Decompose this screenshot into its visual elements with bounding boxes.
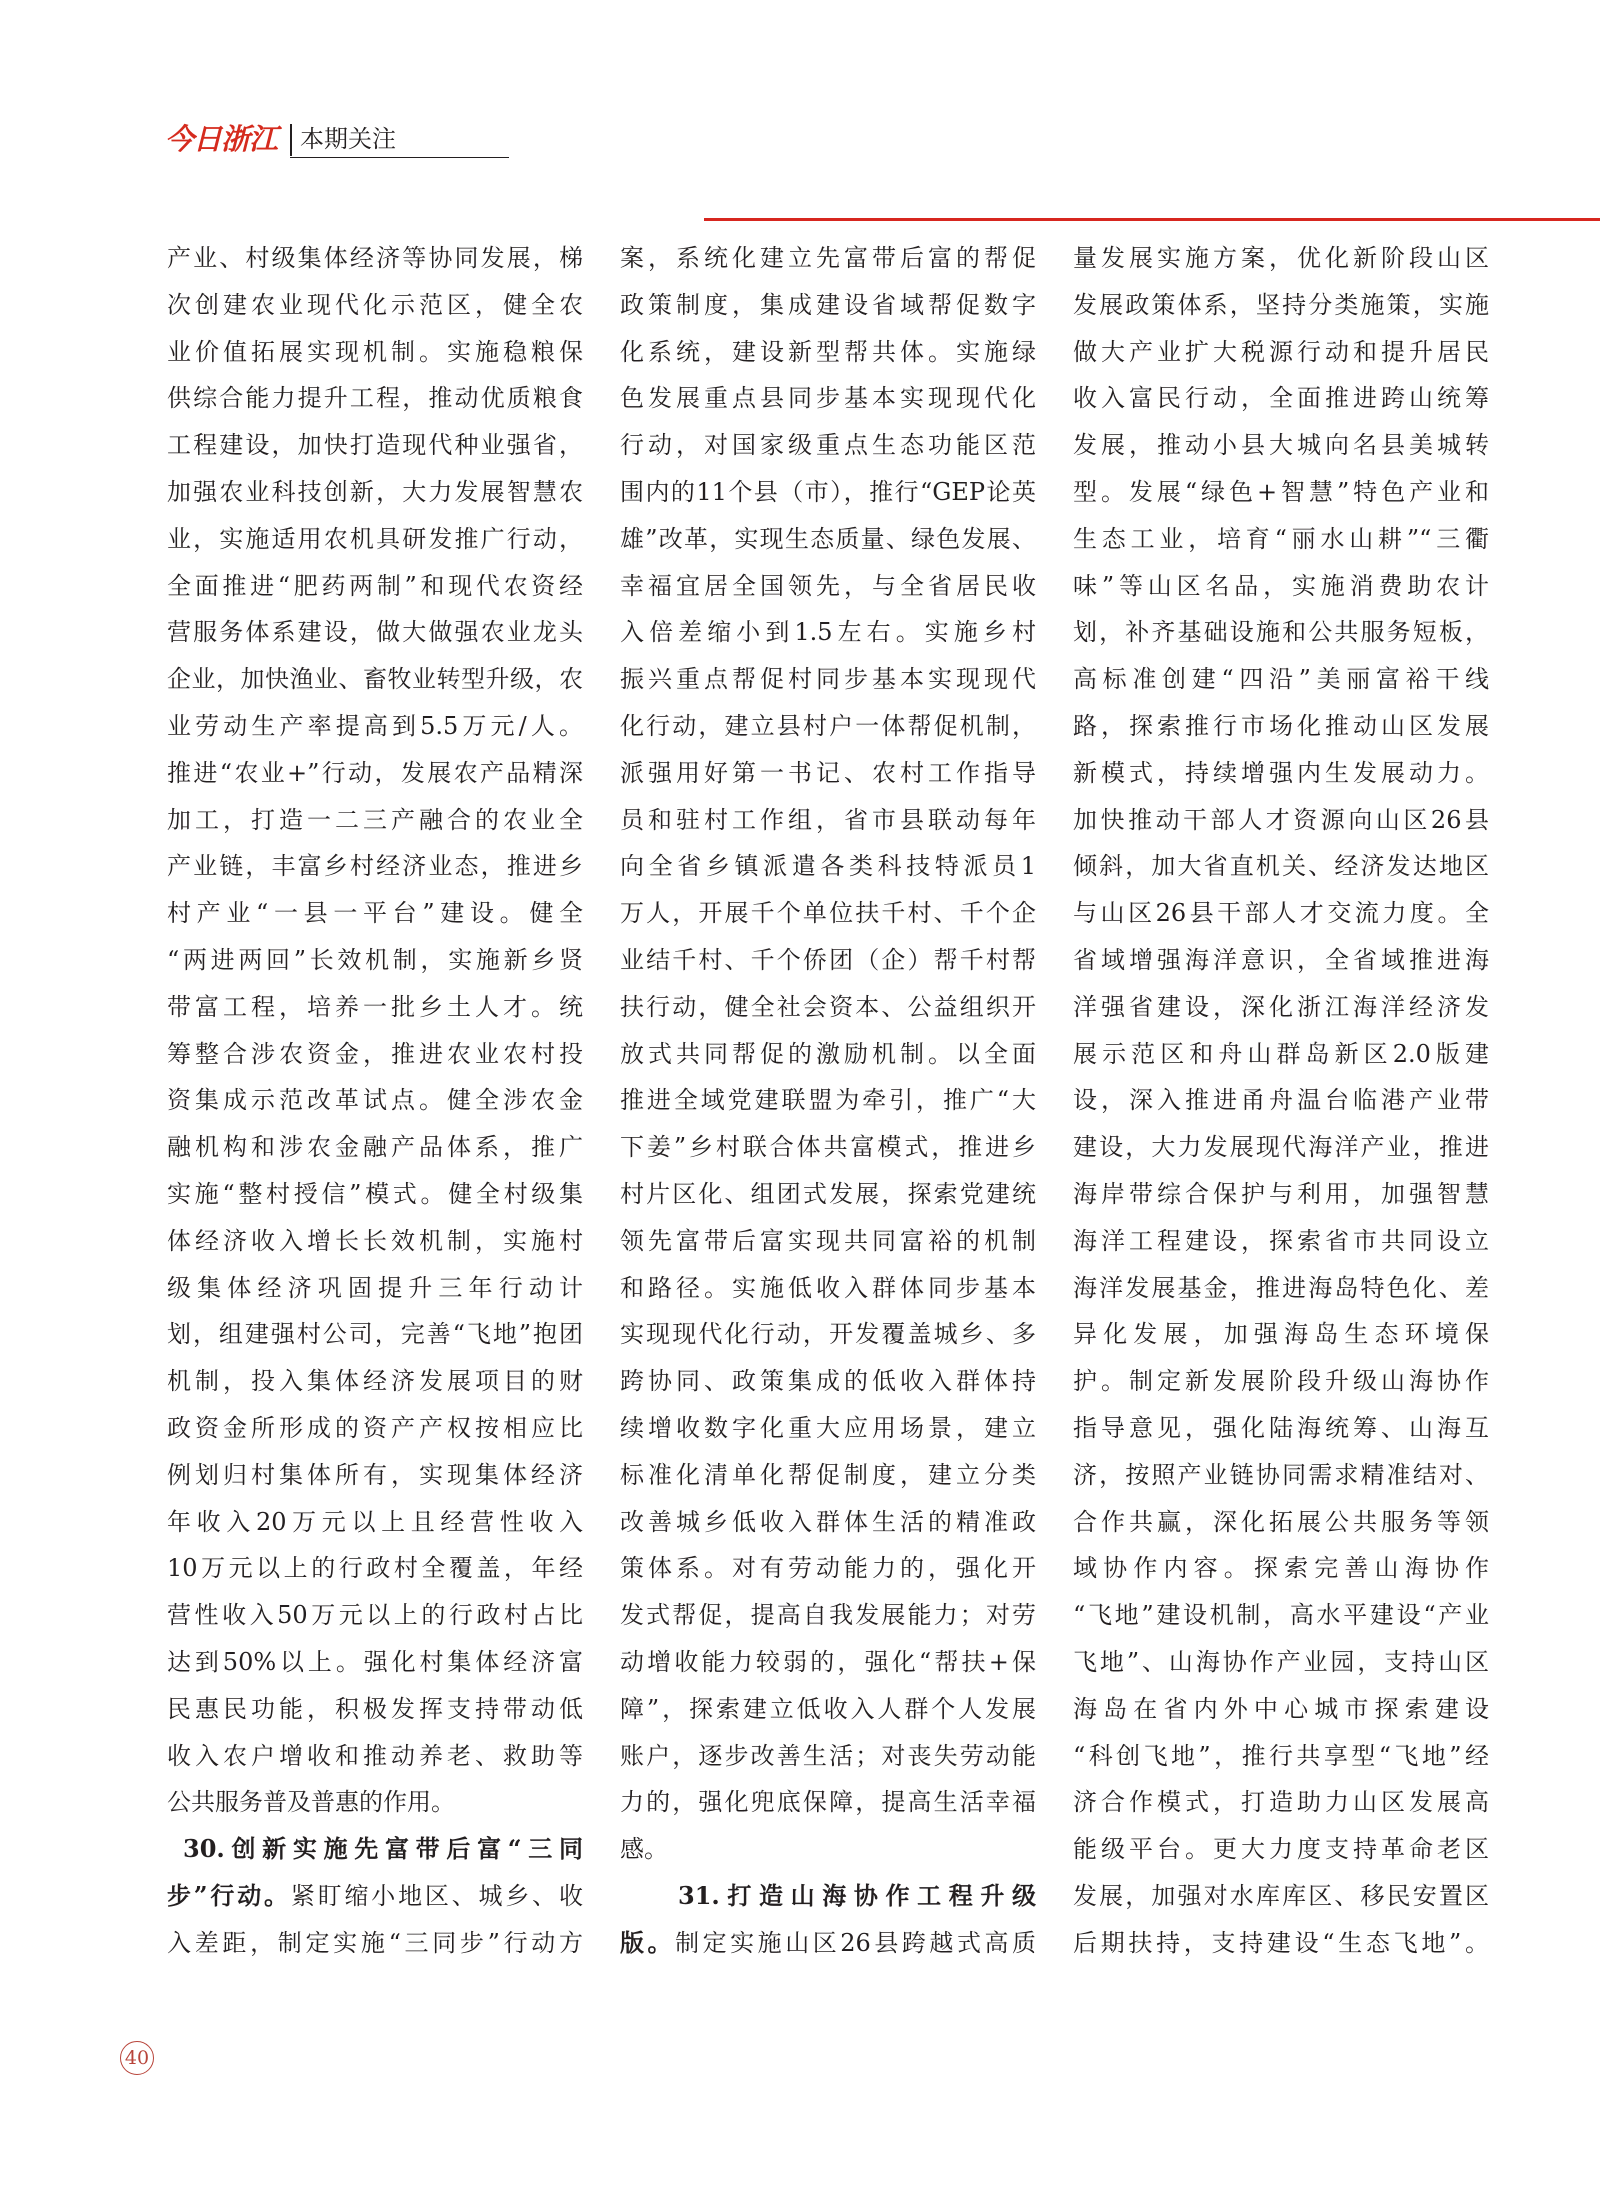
text-line: 雄”改革，实现生态质量、绿色发展、 (620, 524, 1036, 553)
text-line: 业结千村、千个侨团（企）帮千村帮 (620, 945, 1036, 974)
text-line: 下姜”乡村联合体共富模式，推进乡 (620, 1133, 1036, 1162)
text-line: 力的，强化兜底保障，提高生活幸福 (620, 1788, 1036, 1817)
text-line: 振兴重点帮促村同步基本实现现代 (620, 665, 1036, 694)
text-line: 业价值拓展实现机制。实施稳粮保 (167, 337, 583, 366)
text-line: 省域增强海洋意识，全省域推进海 (1073, 945, 1489, 974)
text-line: 年收入20万元以上且经营性收入 (167, 1507, 583, 1536)
text-line: 营服务体系建设，做大做强农业龙头 (167, 618, 583, 647)
text-line: 产业、村级集体经济等协同发展，梯 (167, 244, 583, 272)
text-line: 标准化清单化帮促制度，建立分类 (620, 1460, 1036, 1489)
text-line: 融机构和涉农金融产品体系，推广 (167, 1133, 583, 1162)
text-line: 实施“整村授信”模式。健全村级集 (167, 1179, 583, 1208)
text-line: 员和驻村工作组，省市县联动每年 (620, 805, 1036, 834)
text-line: 万人，开展千个单位扶千村、千个企 (620, 899, 1036, 928)
text-line: 次创建农业现代化示范区，健全农 (167, 290, 583, 319)
text-line: 改善城乡低收入群体生活的精准政 (620, 1507, 1036, 1536)
text-line: 倾斜，加大省直机关、经济发达地区 (1073, 852, 1489, 881)
text-line: 做大产业扩大税源行动和提升居民 (1073, 337, 1489, 366)
text-line: 指导意见，强化陆海统筹、山海互 (1073, 1413, 1489, 1442)
text-line: 化系统，建设新型帮共体。实施绿 (620, 337, 1036, 366)
header-underline (290, 157, 509, 158)
text-line: 例划归村集体所有，实现集体经济 (167, 1460, 583, 1489)
text-line: 入差距，制定实施“三同步”行动方 (167, 1928, 583, 1957)
heading-text: 步”行动。 (167, 1880, 291, 1910)
text-line: 资集成示范改革试点。健全涉农金 (167, 1086, 583, 1115)
text-line: 济，按照产业链协同需求精准结对、 (1073, 1460, 1489, 1489)
text-line: 收入农户增收和推动养老、救助等 (167, 1741, 583, 1770)
text-line: 村片区化、组团式发展，探索党建统 (620, 1179, 1036, 1208)
text-line: 加工，打造一二三产融合的农业全 (167, 805, 583, 834)
text-line: 异化发展，加强海岛生态环境保 (1073, 1320, 1489, 1349)
text-line: 产业链，丰富乡村经济业态，推进乡 (167, 852, 583, 881)
text-line: 合作共赢，深化拓展公共服务等领 (1073, 1507, 1489, 1536)
text-line: 扶行动，健全社会资本、公益组织开 (620, 992, 1036, 1021)
magazine-logo: 今日浙江 (165, 122, 278, 156)
text-line: 设，深入推进甬舟温台临港产业带 (1073, 1086, 1489, 1115)
text-line (620, 1920, 1036, 1967)
text-line: 加强农业科技创新，大力发展智慧农 (167, 477, 583, 506)
text-column-1 (167, 235, 583, 1966)
text-line: 业，实施适用农机具研发推广行动， (167, 524, 583, 553)
text-line: 达到50%以上。强化村集体经济富 (167, 1647, 583, 1676)
text-line: 推进“农业+”行动，发展农产品精深 (167, 758, 583, 787)
text-line: 推进全域党建联盟为牵引，推广“大 (620, 1086, 1036, 1115)
text-line: 域协作内容。探索完善山海协作 (1073, 1554, 1489, 1583)
text-line: 海洋工程建设，探索省市共同设立 (1073, 1226, 1489, 1255)
text-column-2 (620, 235, 1036, 1966)
page-number: 40 (120, 2041, 154, 2075)
text-line: 护。制定新发展阶段升级山海协作 (1073, 1367, 1489, 1396)
text-line: 新模式，持续增强内生发展动力。 (1073, 758, 1489, 787)
body-text: 紧盯缩小地区、城乡、收 (290, 1881, 583, 1910)
text-line: 发式帮促，提高自我发展能力；对劳 (620, 1601, 1036, 1630)
text-line: 公共服务普及普惠的作用。 (167, 1788, 455, 1817)
text-line: 10万元以上的行政村全覆盖，年经 (167, 1554, 583, 1583)
text-line: 海岸带综合保护与利用，加强智慧 (1073, 1179, 1489, 1208)
text-line: 领先富带后富实现共同富裕的机制 (620, 1226, 1036, 1255)
text-line: 发展，加强对水库库区、移民安置区 (1073, 1881, 1489, 1910)
text-line: 级集体经济巩固提升三年行动计 (167, 1273, 583, 1302)
text-line: 机制，投入集体经济发展项目的财 (167, 1367, 583, 1396)
text-line: 围内的11个县（市），推行“GEP论英 (620, 477, 1036, 506)
text-line: 能级平台。更大力度支持革命老区 (1073, 1835, 1489, 1864)
text-line: 济合作模式，打造助力山区发展高 (1073, 1788, 1489, 1817)
text-line: 洋强省建设，深化浙江海洋经济发 (1073, 992, 1489, 1021)
text-line: “两进两回”长效机制，实施新乡贤 (167, 945, 583, 974)
section-title: 本期关注 (300, 125, 396, 153)
text-line: 政策制度，集成建设省域帮促数字 (620, 290, 1036, 319)
text-line: 后期扶持，支持建设“生态飞地”。 (1073, 1928, 1489, 1957)
top-red-rule (704, 218, 1600, 221)
text-line: 划，组建强村公司，完善“飞地”抱团 (167, 1320, 583, 1349)
text-line: 放式共同帮促的激励机制。以全面 (620, 1039, 1036, 1068)
text-line: “飞地”建设机制，高水平建设“产业 (1073, 1601, 1489, 1630)
text-line: 策体系。对有劳动能力的，强化开 (620, 1554, 1036, 1583)
text-line: 建设，大力发展现代海洋产业，推进 (1073, 1133, 1489, 1162)
text-line: 工程建设，加快打造现代种业强省， (167, 431, 583, 460)
text-line: 感。 (620, 1835, 668, 1864)
body-text: 制定实施山区26县跨越式高质 (675, 1928, 1036, 1957)
text-line: 生态工业，培育“丽水山耕”“三衢 (1073, 524, 1489, 553)
text-line: 色发展重点县同步基本实现现代化 (620, 384, 1036, 413)
text-line: 村产业“一县一平台”建设。健全 (167, 899, 583, 928)
text-line: 收入富民行动，全面推进跨山统筹 (1073, 384, 1489, 413)
text-line: 加快推动干部人才资源向山区26县 (1073, 805, 1489, 834)
text-line: 海洋发展基金，推进海岛特色化、差 (1073, 1273, 1489, 1302)
text-line: 实现现代化行动，开发覆盖城乡、多 (620, 1320, 1036, 1349)
text-line: 发展，推动小县大城向名县美城转 (1073, 431, 1489, 460)
text-line: 和路径。实施低收入群体同步基本 (620, 1273, 1036, 1302)
section-heading-line (620, 1873, 1036, 1920)
text-line: 案，系统化建立先富带后富的帮促 (620, 244, 1036, 272)
text-line: 行动，对国家级重点生态功能区范 (620, 431, 1036, 460)
text-line: 与山区26县干部人才交流力度。全 (1073, 899, 1489, 928)
text-line: 高标准创建“四沿”美丽富裕干线 (1073, 665, 1489, 694)
text-line: 发展政策体系，坚持分类施策，实施 (1073, 290, 1489, 319)
text-line: 带富工程，培养一批乡土人才。统 (167, 992, 583, 1021)
section-heading-line (167, 1826, 583, 1873)
text-line: 海岛在省内外中心城市探索建设 (1073, 1694, 1489, 1723)
text-line: 路，探索推行市场化推动山区发展 (1073, 711, 1489, 740)
text-line: 飞地”、山海协作产业园，支持山区 (1073, 1647, 1489, 1676)
text-line: “科创飞地”，推行共享型“飞地”经 (1073, 1741, 1489, 1770)
text-line: 企业，加快渔业、畜牧业转型升级，农 (167, 665, 583, 694)
text-line: 政资金所形成的资产产权按相应比 (167, 1413, 583, 1442)
text-line: 障”，探索建立低收入人群个人发展 (620, 1694, 1036, 1723)
heading-text: 版。 (620, 1927, 676, 1957)
text-line: 跨协同、政策集成的低收入群体持 (620, 1367, 1036, 1396)
text-line: 动增收能力较弱的，强化“帮扶+保 (620, 1647, 1036, 1676)
text-line: 筹整合涉农资金，推进农业农村投 (167, 1039, 583, 1068)
text-column-3 (1073, 235, 1489, 1966)
text-line: 业劳动生产率提高到5.5万元/人。 (167, 711, 583, 740)
header-separator (290, 124, 292, 156)
text-line: 化行动，建立县村户一体帮促机制， (620, 711, 1036, 740)
text-line: 展示范区和舟山群岛新区2.0版建 (1073, 1039, 1489, 1068)
text-line (167, 1873, 583, 1920)
heading-text: 31.打造山海协作工程升级 (678, 1880, 1036, 1910)
text-line: 味”等山区名品，实施消费助农计 (1073, 571, 1489, 600)
text-line: 划，补齐基础设施和公共服务短板， (1073, 618, 1489, 647)
text-line: 幸福宜居全国领先，与全省居民收 (620, 571, 1036, 600)
text-line: 体经济收入增长长效机制，实施村 (167, 1226, 583, 1255)
heading-text: 30.创新实施先富带后富“三同 (183, 1834, 583, 1864)
text-line: 账户，逐步改善生活；对丧失劳动能 (620, 1741, 1036, 1770)
text-line: 派强用好第一书记、农村工作指导 (620, 758, 1036, 787)
text-line: 续增收数字化重大应用场景，建立 (620, 1413, 1036, 1442)
text-line: 量发展实施方案，优化新阶段山区 (1073, 244, 1489, 272)
text-line: 向全省乡镇派遣各类科技特派员1 (620, 852, 1036, 881)
text-line: 民惠民功能，积极发挥支持带动低 (167, 1694, 583, 1723)
text-line: 全面推进“肥药两制”和现代农资经 (167, 571, 583, 600)
text-line: 型。发展“绿色+智慧”特色产业和 (1073, 477, 1489, 506)
text-line: 供综合能力提升工程，推动优质粮食 (167, 384, 583, 413)
text-line: 营性收入50万元以上的行政村占比 (167, 1601, 583, 1630)
text-line: 入倍差缩小到1.5左右。实施乡村 (620, 618, 1036, 647)
